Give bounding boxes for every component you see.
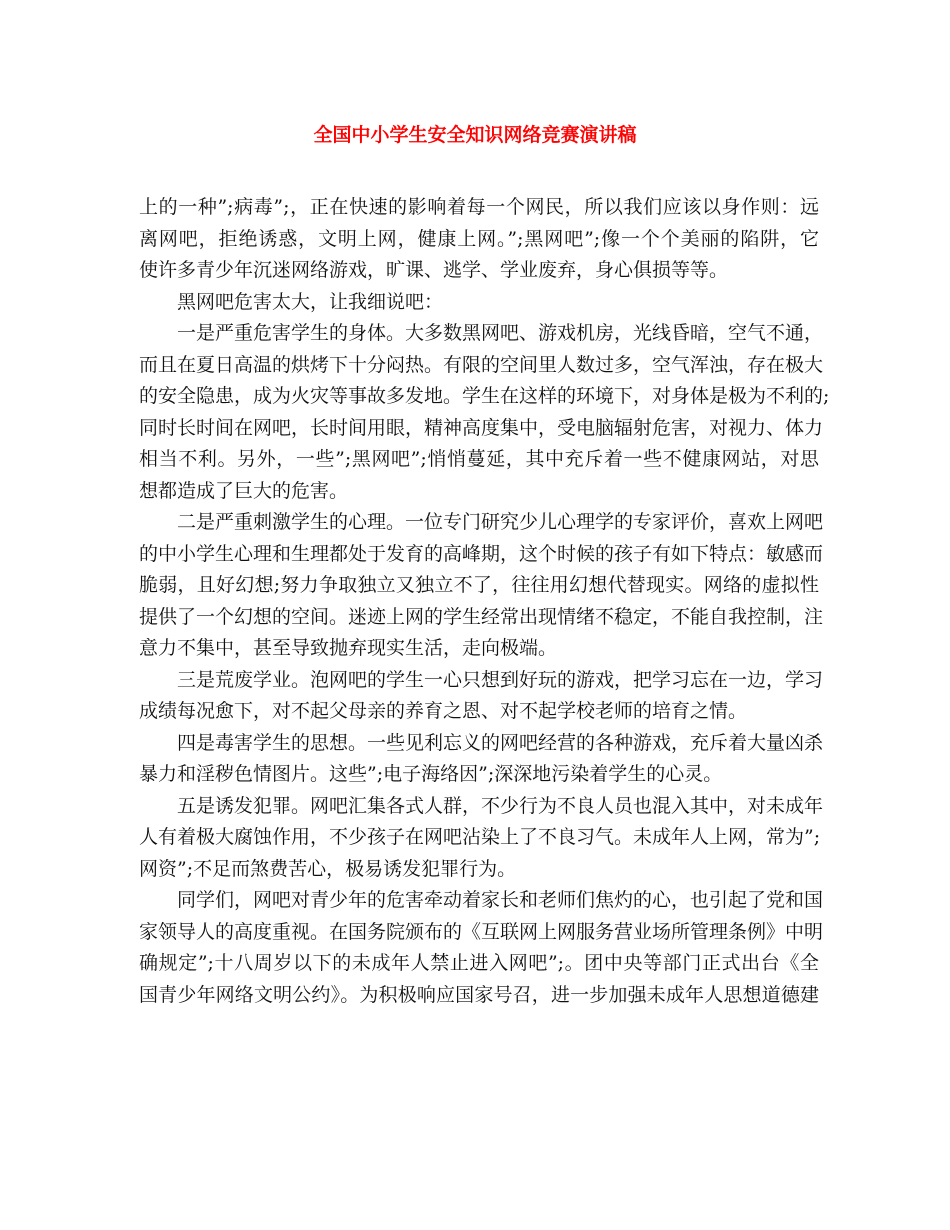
text-line: 人有着极大腐蚀作用，不少孩子在网吧沾染上了不良习气。未成年人上网，常为”; xyxy=(139,826,821,848)
text-line: 离网吧，拒绝诱惑，文明上网，健康上网。”;黑网吧”;像一个个美丽的陷阱，它 xyxy=(139,227,819,250)
document-body xyxy=(139,192,830,1011)
text-line: 三是荒废学业。泡网吧的学生一心只想到好玩的游戏，把学习忘在一边，学习 xyxy=(177,668,824,691)
text-line: 家领导人的高度重视。在国务院颁布的《互联网上网服务营业场所管理条例》中明 xyxy=(139,920,824,943)
text-line: 的中小学生心理和生理都处于发育的高峰期，这个时候的孩子有如下特点：敏感而 xyxy=(139,542,824,565)
text-line: 想都造成了巨大的危害。 xyxy=(139,479,349,502)
document-title: 全国中小学生安全知识网络竞赛演讲稿 xyxy=(313,124,637,146)
text-line: 提供了一个幻想的空间。迷迹上网的学生经常出现情绪不稳定，不能自我控制，注 xyxy=(139,605,824,628)
text-line: 意力不集中，甚至导致抛弃现实生活，走向极端。 xyxy=(139,637,558,659)
text-line: 五是诱发犯罪。网吧汇集各式人群，不少行为不良人员也混入其中，对未成年 xyxy=(177,794,824,817)
text-line: 同时长时间在网吧，长时间用眼，精神高度集中，受电脑辐射危害，对视力、体力 xyxy=(139,416,824,439)
text-line: 使许多青少年沉迷网络游戏，旷课、逃学、学业废弃，身心俱损等等。 xyxy=(139,259,729,281)
text-line: 同学们，网吧对青少年的危害牵动着家长和老师们焦灼的心，也引起了党和国 xyxy=(177,889,824,911)
text-line: 一是严重危害学生的身体。大多数黑网吧、游戏机房，光线昏暗，空气不通， xyxy=(177,322,824,344)
text-line: 黑网吧危害太大，让我细说吧： xyxy=(177,290,444,313)
text-line: 确规定”;十八周岁以下的未成年人禁止进入网吧”;。团中央等部门正式出台《全 xyxy=(139,952,819,974)
text-line: 暴力和淫秽色情图片。这些”;电子海络因”;深深地污染着学生的心灵。 xyxy=(139,763,723,785)
text-line: 的安全隐患，成为火灾等事故多发地。学生在这样的环境下，对身体是极为不利的; xyxy=(139,385,830,407)
text-line: 上的一种”;病毒”;，正在快速的影响着每一个网民，所以我们应该以身作则：远 xyxy=(139,196,819,218)
text-line: 脆弱，且好幻想;努力争取独立又独立不了，往往用幻想代替现实。网络的虚拟性 xyxy=(139,574,819,596)
text-line: 二是严重刺激学生的心理。一位专门研究少儿心理学的专家评价，喜欢上网吧 xyxy=(177,511,824,533)
text-line: 网资”;不足而煞费苦心，极易诱发犯罪行为。 xyxy=(139,857,517,880)
text-line: 而且在夏日高温的烘烤下十分闷热。有限的空间里人数过多，空气浑浊，存在极大 xyxy=(139,353,824,376)
text-line: 相当不利。另外，一些”;黑网吧”;悄悄蔓延，其中充斥着一些不健康网站，对思 xyxy=(139,448,819,470)
text-line: 国青少年网络文明公约》。为积极响应国家号召，进一步加强未成年人思想道德建 xyxy=(139,983,819,1006)
text-line: 成绩每况愈下，对不起父母亲的养育之恩、对不起学校老师的培育之情。 xyxy=(139,700,748,722)
text-line: 四是毒害学生的思想。一些见利忘义的网吧经营的各种游戏，充斥着大量凶杀 xyxy=(177,731,824,754)
